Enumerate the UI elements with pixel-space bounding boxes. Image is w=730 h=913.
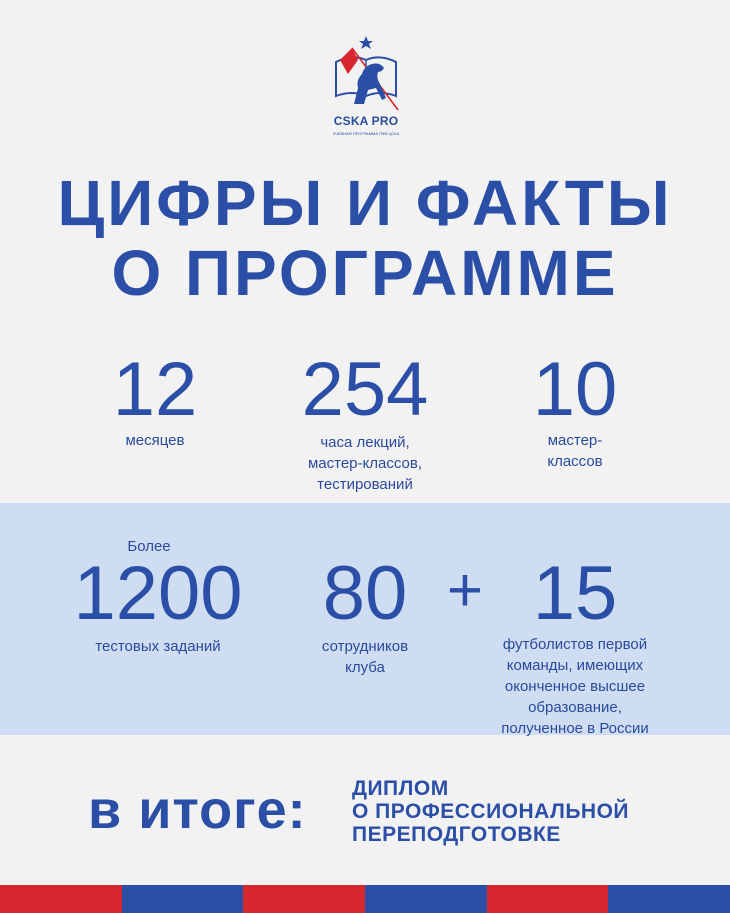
caption-line: полученное в России [501,720,649,737]
caption-line: сотрудников [321,638,409,655]
stat-test-tasks [58,538,258,657]
stripe-blue [608,885,730,913]
horse-emblem-icon [328,34,404,114]
stripe-red [0,885,122,913]
stat-value: 80 [322,551,408,636]
stat-caption [80,430,230,451]
stat-value: 15 [532,551,618,636]
diploma-line: ПЕРЕПОДГОТОВКЕ [352,823,561,846]
caption-line: часа лекций, [320,434,410,451]
caption-line: футболистов первой [502,636,648,653]
stat-hours [275,347,455,495]
stat-value: 12 [112,347,198,432]
stat-caption [275,432,455,495]
stat-caption [500,430,650,472]
stat-caption [480,634,670,739]
footer-stripes [0,885,730,913]
stat-value: 10 [532,347,618,432]
stripe-blue [122,885,244,913]
stat-masterclasses [500,347,650,472]
stripe-blue [365,885,487,913]
stat-prefix: Более [127,538,171,555]
plus-sign: + [446,556,484,625]
logo-subtitle: УЧЕБНАЯ ПРОГРАММА ПФК ЦСКА [332,131,400,136]
stat-value: 1200 [73,551,243,636]
result-diploma [352,777,629,846]
caption-line: образование, [528,699,622,716]
logo-name: CSKA PRO [333,114,399,128]
stat-staff [290,551,440,678]
caption-line: мастер-классов, [307,455,422,472]
caption-line: клуба [345,659,385,676]
caption-line: мастер- [547,432,603,449]
stripe-red [487,885,609,913]
result-label: в итоге: [88,780,307,840]
stat-caption [58,636,258,657]
title-line-2: О ПРОГРАММЕ [111,237,619,309]
caption-line: классов [547,453,603,470]
caption-line: оконченное высшее [504,678,646,695]
stat-value: 254 [301,347,429,432]
stat-caption [290,636,440,678]
stripe-red [243,885,365,913]
stat-players [480,551,670,739]
diploma-line: ДИПЛОМ [352,777,449,800]
caption-line: тестовых заданий [95,638,221,655]
caption-line: команды, имеющих [506,657,644,674]
title-line-1: ЦИФРЫ И ФАКТЫ [57,167,673,239]
page-title [0,168,730,308]
cska-pro-logo [328,34,404,152]
caption-line: тестирований [317,476,413,493]
caption-line: месяцев [125,432,185,449]
diploma-line: О ПРОФЕССИОНАЛЬНОЙ [352,800,630,823]
stat-months [80,347,230,451]
